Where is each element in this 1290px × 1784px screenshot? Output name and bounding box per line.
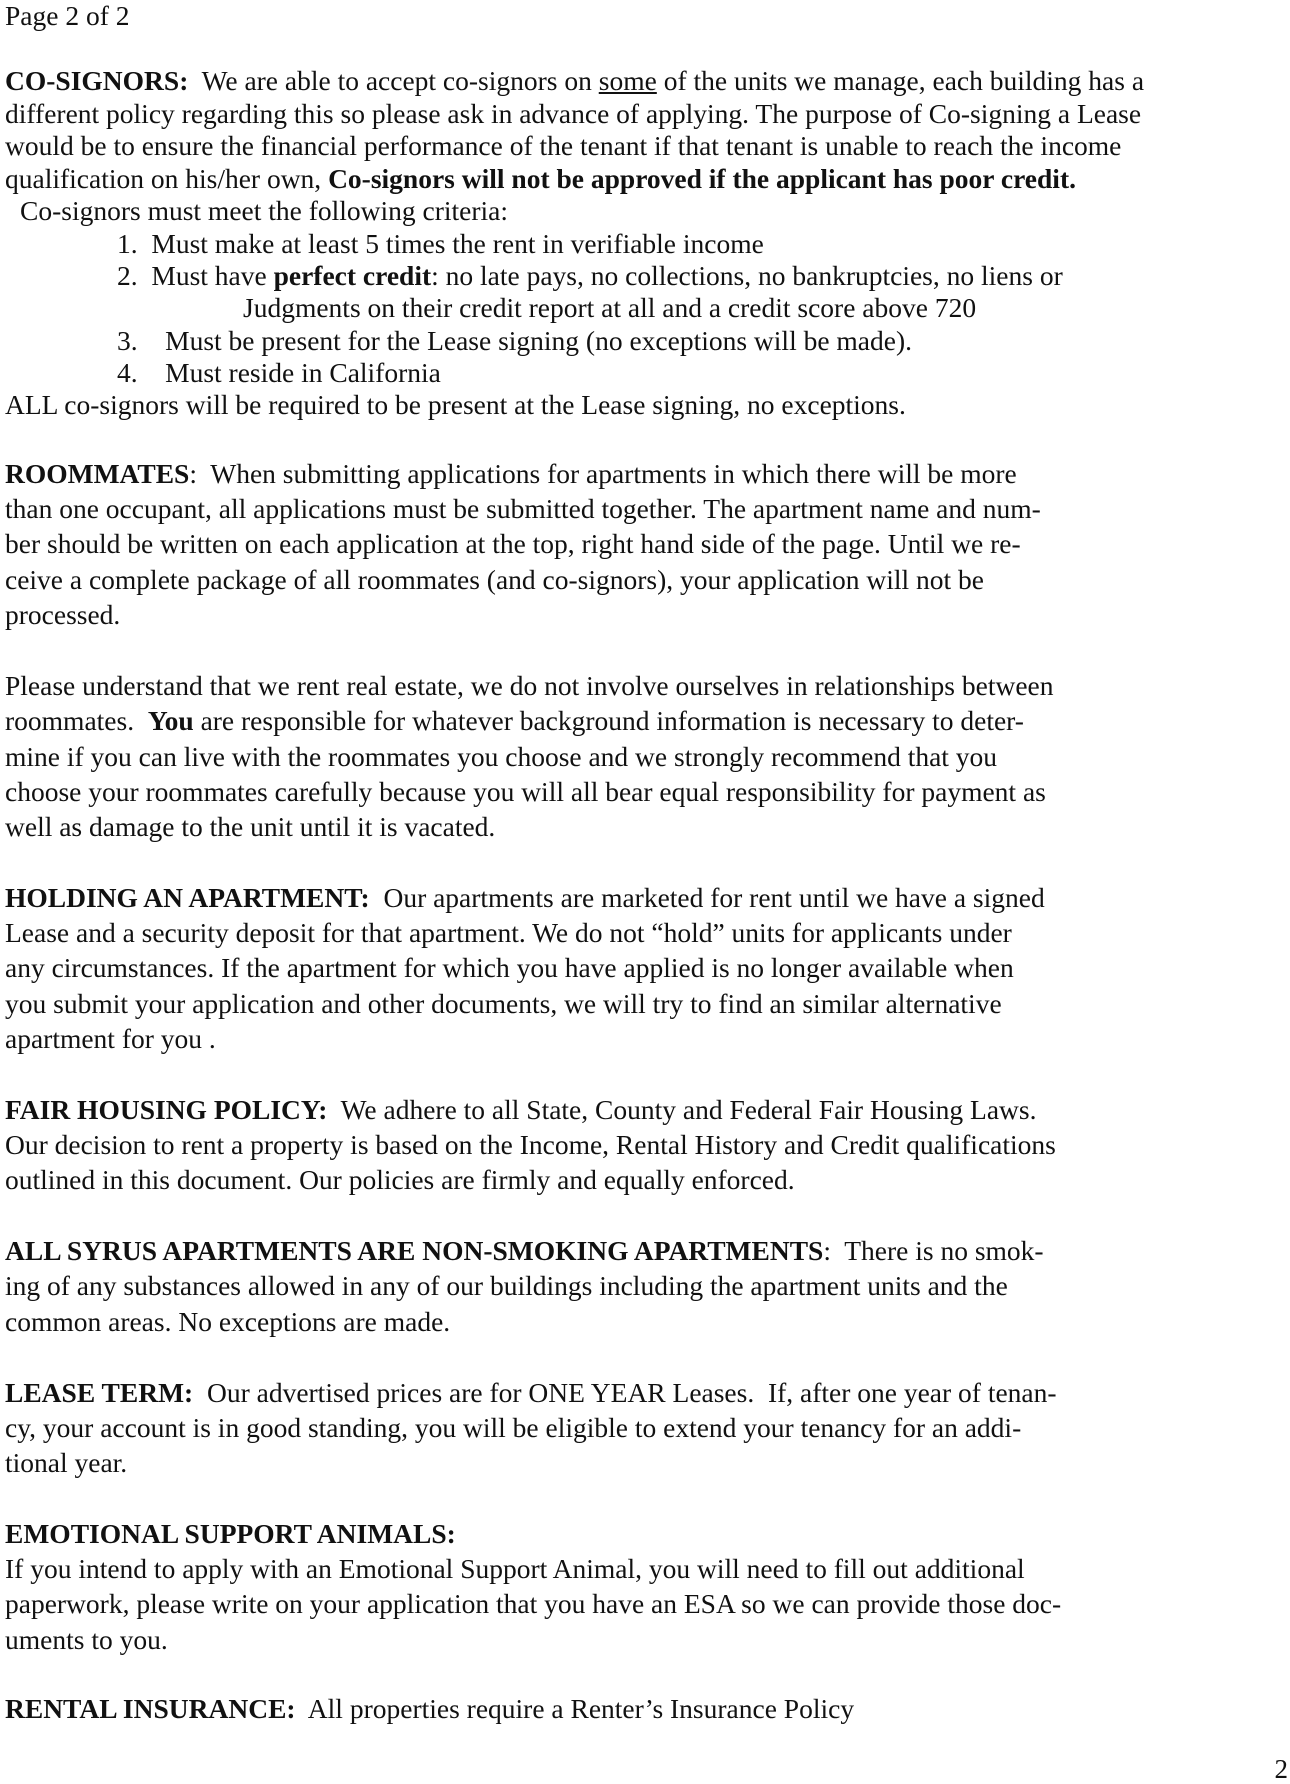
holding-heading: HOLDING AN APARTMENT: bbox=[5, 882, 370, 913]
underlined-text: some bbox=[598, 65, 657, 96]
page-number: 2 bbox=[1274, 1754, 1288, 1784]
smoking-line-3: common areas. No exceptions are made. bbox=[5, 1306, 451, 1337]
roommates-line-5: processed. bbox=[5, 599, 121, 630]
item-text: : no late pays, no collections, no bankruptcies, no liens or bbox=[431, 260, 1063, 291]
cosigners-line-3: would be to ensure the financial performance of the tenant if that tenant is unable to reach the income bbox=[5, 130, 1122, 161]
lease-line-2: cy, your account is in good standing, you will be eligible to extend your tenancy for an addi- bbox=[5, 1412, 1022, 1443]
text: All properties require a Renter’s Insurance Policy bbox=[295, 1693, 855, 1724]
page-header: Page 2 of 2 bbox=[5, 0, 130, 31]
bold-text: perfect credit bbox=[273, 260, 432, 291]
cosigners-heading: CO-SIGNORS: bbox=[5, 65, 189, 96]
bold-text: You bbox=[147, 705, 194, 736]
bold-text: Co-signors will not be approved if the applicant has poor credit. bbox=[328, 163, 1076, 194]
fair-line-2: Our decision to rent a property is based on the Income, Rental History and Credit qualifications bbox=[5, 1129, 1056, 1160]
lease-line-1 bbox=[5, 1377, 1057, 1409]
criteria-intro: Co-signors must meet the following criteria: bbox=[20, 195, 509, 226]
item-text: Must be present for the Lease signing (no exceptions will be made). bbox=[165, 325, 913, 356]
insurance-line-1 bbox=[5, 1693, 854, 1725]
note-line-2 bbox=[5, 705, 1024, 737]
criteria-item-3 bbox=[117, 325, 912, 357]
criteria-item-4 bbox=[117, 357, 441, 389]
text: We adhere to all State, County and Federal Fair Housing Laws. bbox=[327, 1094, 1037, 1125]
text: Our apartments are marketed for rent until we have a signed bbox=[369, 882, 1045, 913]
holding-line-1 bbox=[5, 882, 1045, 914]
non-smoking-heading: ALL SYRUS APARTMENTS ARE NON-SMOKING APARTMENTS bbox=[5, 1235, 824, 1266]
text: Our advertised prices are for ONE YEAR Leases. If, after one year of tenan- bbox=[193, 1377, 1057, 1408]
fair-housing-heading: FAIR HOUSING POLICY: bbox=[5, 1094, 328, 1125]
fair-line-1 bbox=[5, 1094, 1036, 1126]
criteria-item-2-cont: Judgments on their credit report at all and a credit score above 720 bbox=[243, 292, 977, 323]
fair-line-3: outlined in this document. Our policies are firmly and equally enforced. bbox=[5, 1164, 795, 1195]
smoking-line-1 bbox=[5, 1235, 1044, 1267]
note-line-1: Please understand that we rent real estate, we do not involve ourselves in relationships between bbox=[5, 670, 1054, 701]
rental-insurance-heading: RENTAL INSURANCE: bbox=[5, 1693, 296, 1724]
cosigners-line-1 bbox=[5, 65, 1144, 97]
item-number: 1. bbox=[117, 228, 138, 259]
esa-heading: EMOTIONAL SUPPORT ANIMALS: bbox=[5, 1518, 456, 1549]
lease-term-heading: LEASE TERM: bbox=[5, 1377, 194, 1408]
esa-line-3: uments to you. bbox=[5, 1624, 168, 1655]
roommates-line-2: than one occupant, all applications must be submitted together. The apartment name and num- bbox=[5, 493, 1041, 524]
item-text: Must make at least 5 times the rent in verifiable income bbox=[151, 228, 764, 259]
text: of the units we manage, each building has a bbox=[656, 65, 1145, 96]
holding-line-2: Lease and a security deposit for that apartment. We do not “hold” units for applicants under bbox=[5, 917, 1012, 948]
holding-line-5: apartment for you . bbox=[5, 1023, 216, 1054]
esa-line-2: paperwork, please write on your application that you have an ESA so we can provide those doc- bbox=[5, 1588, 1062, 1619]
text: qualification on his/her own, bbox=[5, 163, 329, 194]
note-line-5: well as damage to the unit until it is vacated. bbox=[5, 811, 496, 842]
holding-line-3: any circumstances. If the apartment for which you have applied is no longer available when bbox=[5, 952, 1014, 983]
item-text: Must reside in California bbox=[165, 357, 441, 388]
item-number: 2. bbox=[117, 260, 138, 291]
roommates-line-4: ceive a complete package of all roommates (and co-signors), your application will not be bbox=[5, 564, 984, 595]
item-text: Must have bbox=[151, 260, 274, 291]
roommates-line-3: ber should be written on each application at the top, right hand side of the page. Until we re- bbox=[5, 528, 1021, 559]
item-number: 4. bbox=[117, 357, 138, 388]
cosigners-closing: ALL co-signors will be required to be present at the Lease signing, no exceptions. bbox=[5, 389, 906, 420]
holding-line-4: you submit your application and other documents, we will try to find an similar alternative bbox=[5, 988, 1002, 1019]
text: : When submitting applications for apartments in which there will be more bbox=[189, 458, 1017, 489]
text: are responsible for whatever background information is necessary to deter- bbox=[193, 705, 1024, 736]
roommates-heading: ROOMMATES bbox=[5, 458, 190, 489]
lease-line-3: tional year. bbox=[5, 1447, 128, 1478]
note-line-3: mine if you can live with the roommates you choose and we strongly recommend that you bbox=[5, 741, 998, 772]
cosigners-line-2: different policy regarding this so please ask in advance of applying. The purpose of Co-signing a Lease bbox=[5, 98, 1142, 129]
item-number: 3. bbox=[117, 325, 138, 356]
cosigners-line-4 bbox=[5, 163, 1076, 195]
criteria-item-1 bbox=[117, 228, 764, 260]
esa-line-1: If you intend to apply with an Emotional Support Animal, you will need to fill out additional bbox=[5, 1553, 1025, 1584]
roommates-line-1 bbox=[5, 458, 1017, 490]
text: roommates. bbox=[5, 705, 148, 736]
criteria-item-2 bbox=[117, 260, 1063, 292]
smoking-line-2: ing of any substances allowed in any of our buildings including the apartment units and the bbox=[5, 1270, 1008, 1301]
note-line-4: choose your roommates carefully because you will all bear equal responsibility for payment as bbox=[5, 776, 1046, 807]
text: : There is no smok- bbox=[823, 1235, 1044, 1266]
text: We are able to accept co-signors on bbox=[188, 65, 599, 96]
